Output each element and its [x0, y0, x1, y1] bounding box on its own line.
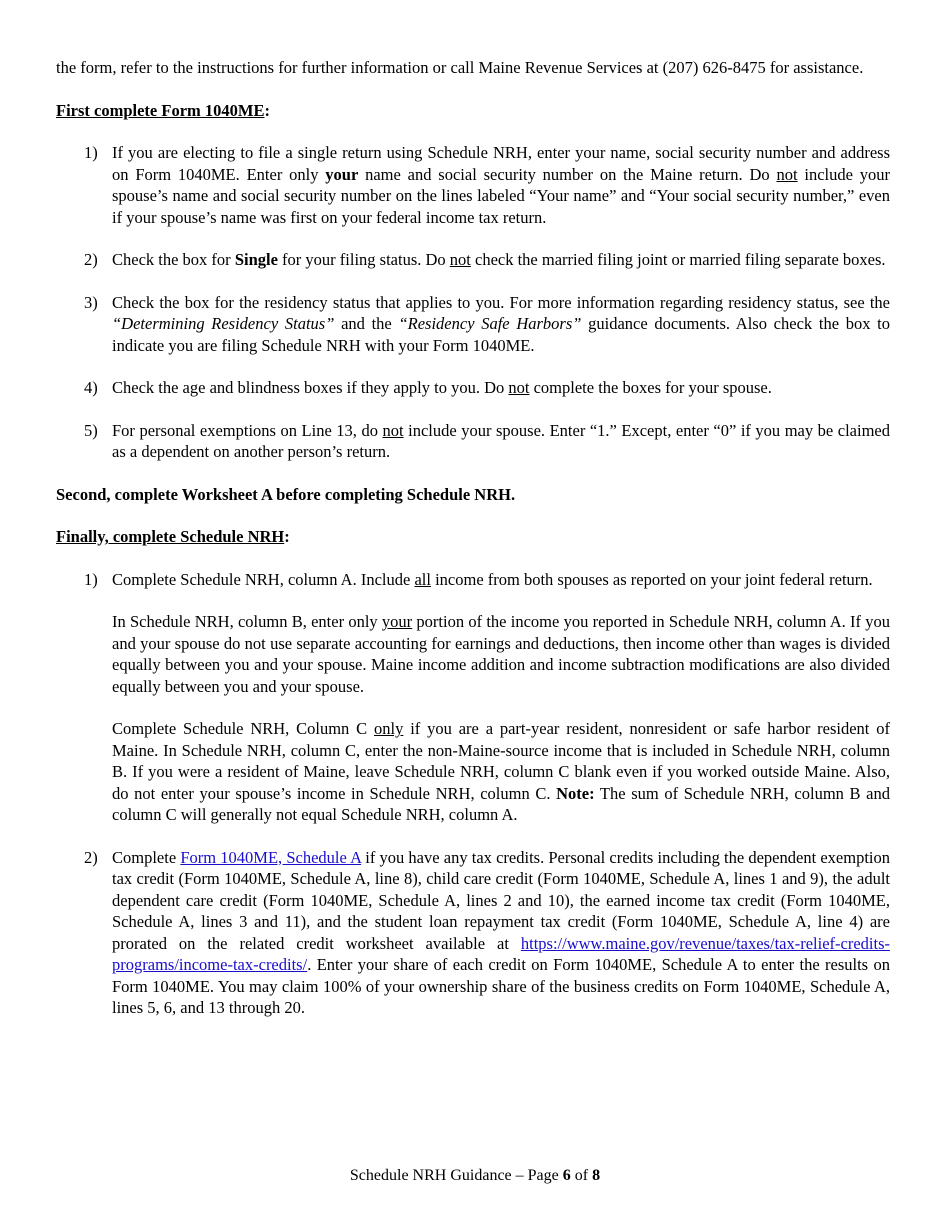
bold-run: your [325, 164, 359, 184]
schedule-a-link[interactable]: Form 1040ME, Schedule A [180, 847, 362, 867]
section3-list [56, 569, 890, 1019]
section1-heading-colon: : [264, 100, 270, 120]
item-paragraph [112, 611, 890, 697]
footer-text: of [570, 1167, 593, 1184]
text-run: and the [334, 314, 399, 333]
intro-paragraph: the form, refer to the instructions for further information or call Maine Revenue Services at (207) 626-8475 for assistance. [56, 58, 864, 77]
list-item [56, 377, 890, 399]
underline-run: not [449, 250, 471, 269]
list-item [56, 292, 890, 357]
underline-run: not [382, 420, 404, 440]
item-paragraph [112, 718, 890, 826]
income-tax-credits-link[interactable]: https://www.maine.gov/revenue/taxes/tax-relief-credits-programs/income-tax-credits/ [112, 933, 890, 974]
text-run: if you are a part-year resident, nonresident or safe harbor resident of Maine. In Schedule NRH, column C, enter the non-Maine-source income that is included in Schedule NRH, column B. If you were a resident of Maine, leave Schedule NRH, column C blank even if you worked outside Maine. Also, do not enter your spouse’s income in Schedule NRH, column C. [112, 719, 890, 803]
document-page [56, 57, 890, 1040]
text-run: . Enter your share of each credit on Form 1040ME, Schedule A to enter the results on Form 1040ME. You may claim 100% of your ownership share of the business credits on Form 1040ME, Schedule A, lines 5, 6, and 13 through 20. [112, 955, 890, 1017]
text-run: guidance documents. Also check the box to indicate you are filing Schedule NRH with your Form 1040ME. [112, 314, 890, 355]
section3-heading [56, 526, 890, 548]
text-run: Complete Schedule NRH, column A. Include [112, 569, 415, 589]
item-number: 4) [84, 378, 98, 397]
list-item [56, 249, 890, 271]
bold-run: Single [234, 250, 278, 269]
item-number: 2) [84, 250, 98, 269]
underline-run: not [776, 164, 798, 184]
text-run: For personal exemptions on Line 13, do [112, 420, 383, 440]
item-number: 3) [84, 292, 98, 312]
text-run: Check the box for the residency status that applies to you. For more information regarding residency status, see the [112, 292, 890, 312]
page-footer [0, 1165, 950, 1187]
text-run: include your spouse’s name and social security number on the lines labeled “Your name” and “Your social security number,” even if your spouse’s name was first on your federal income tax return. [112, 164, 890, 227]
footer-page-number: 6 [562, 1167, 571, 1184]
item-text [112, 249, 890, 271]
text-run: include your spouse. Enter “1.” Except, enter “0” if you may be claimed as a dependent on another person’s return. [112, 420, 890, 461]
text-run: income from both spouses as reported on your joint federal return. [430, 569, 873, 589]
list-item [56, 142, 890, 228]
item-text [112, 377, 890, 399]
section3-heading-colon: : [284, 527, 290, 546]
item-text [112, 420, 890, 463]
text-run: Complete Schedule NRH, Column C [112, 719, 374, 738]
text-run: complete the boxes for your spouse. [529, 378, 772, 397]
list-item [56, 569, 890, 826]
item-number: 5) [84, 420, 98, 440]
text-run: name and social security number on the Maine return. Do [358, 164, 777, 184]
item-text [112, 142, 890, 228]
item-number: 2) [84, 847, 98, 867]
text-run: for your filing status. Do [277, 250, 450, 269]
section1-heading [56, 100, 890, 122]
section1-heading-text: First complete Form 1040ME [56, 100, 265, 120]
text-run: If you are electing to file a single return using Schedule NRH, enter your name, social security number and address on Form 1040ME. Enter only [112, 143, 890, 184]
underline-run: your [381, 612, 413, 631]
item-number: 1) [84, 143, 98, 162]
section2-heading: Second, complete Worksheet A before completing Schedule NRH. [56, 484, 516, 504]
list-item [56, 847, 890, 1019]
italic-run: “Residency Safe Harbors” [398, 314, 582, 333]
item-paragraph [112, 569, 890, 591]
item-paragraph [112, 847, 890, 1019]
text-run: Check the box for [112, 250, 235, 269]
list-item [56, 420, 890, 463]
note-label: Note: [556, 783, 595, 803]
text-run: Check the age and blindness boxes if they apply to you. Do [112, 378, 509, 397]
item-number: 1) [84, 569, 98, 589]
text-run: The sum of Schedule NRH, column B and column C will generally not equal Schedule NRH, column A. [112, 783, 890, 824]
footer-text: Schedule NRH Guidance – Page [349, 1167, 563, 1184]
section1-list [56, 142, 890, 463]
underline-run: all [414, 569, 431, 589]
item-text [112, 292, 890, 357]
italic-run: “Determining Residency Status” [112, 314, 335, 333]
section3-heading-text: Finally, complete Schedule NRH [56, 527, 285, 546]
underline-run: not [508, 378, 530, 397]
footer-page-total: 8 [592, 1167, 601, 1184]
underline-run: only [374, 719, 404, 738]
text-run: portion of the income you reported in Schedule NRH, column A. If you and your spouse do not use separate accounting for earnings and deductions, then income other than wages is divided equally between you and your spouse. Maine income addition and income subtraction modifications are also divided equally between you and your spouse. [112, 612, 890, 696]
text-run: In Schedule NRH, column B, enter only [112, 612, 382, 631]
text-run: Complete [112, 847, 181, 867]
text-run: if you have any tax credits. Personal credits including the dependent exemption tax credit (Form 1040ME, Schedule A, line 8), child care credit (Form 1040ME, Schedule A, lines 1 and 9), the adult dependent care credit (Form 1040ME, Schedule A, lines 2 and 10), the earned income tax credit (Form 1040ME, Schedule A, lines 3 and 11), and the student loan repayment tax credit (Form 1040ME, Schedule A, line 4) are prorated on the related credit worksheet available at [112, 847, 890, 953]
text-run: check the married filing joint or married filing separate boxes. [470, 250, 886, 269]
